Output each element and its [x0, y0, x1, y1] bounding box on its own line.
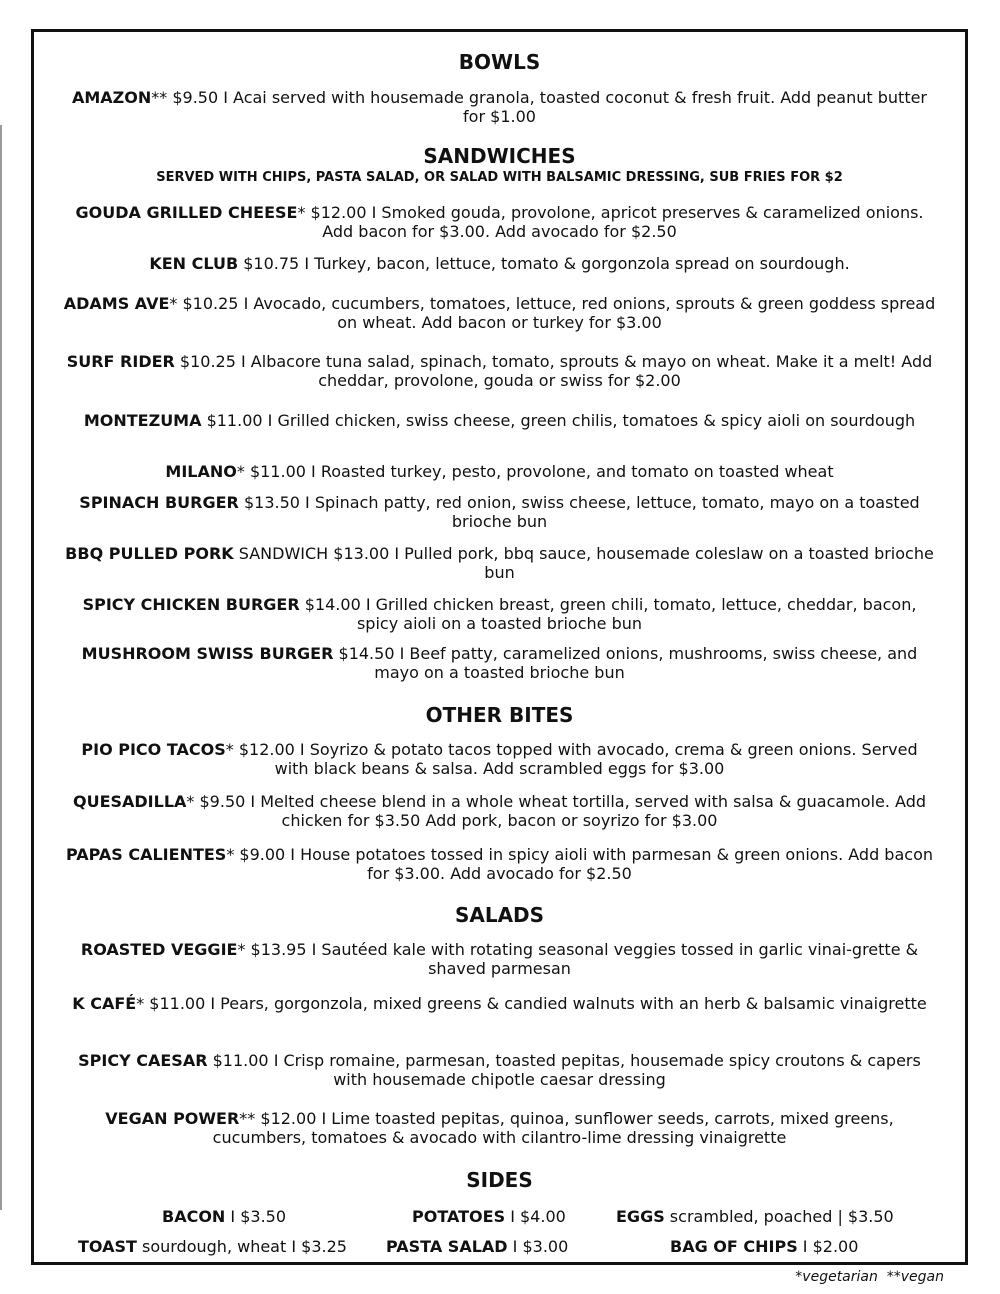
item-desc: $13.50 I Spinach patty, red onion, swiss cheese, lettuce, tomato, mayo on a toasted brioche bun — [238, 493, 920, 531]
side-item-bacon — [162, 1207, 286, 1226]
item-name: EGGS — [616, 1207, 665, 1226]
item-desc: SANDWICH $13.00 I Pulled pork, bbq sauce, housemade coleslaw on a toasted brioche bun — [233, 544, 934, 582]
menu-item-bbq-pulled-pork — [62, 544, 937, 582]
section-title-sides: SIDES — [466, 1168, 533, 1192]
item-mark: * — [186, 792, 195, 811]
menu-item-spicy-chicken-burger — [62, 595, 937, 633]
item-name: SPICY CHICKEN BURGER — [82, 595, 300, 614]
menu-item-ken-club — [62, 254, 937, 273]
item-desc: $11.00 I Grilled chicken, swiss cheese, green chilis, tomatoes & spicy aioli on sourdough — [201, 411, 916, 430]
item-name: VEGAN POWER — [105, 1109, 240, 1128]
item-desc: $11.00 I Crisp romaine, parmesan, toasted pepitas, housemade spicy croutons & capers with housemade chipotle caesar dressing — [207, 1051, 921, 1089]
menu-item-gouda-grilled-cheese — [62, 203, 937, 241]
item-desc: $12.00 I Smoked gouda, provolone, apricot preserves & caramelized onions. Add bacon for $3.00. Add avocado for $2.50 — [305, 203, 924, 241]
item-name: GOUDA GRILLED CHEESE — [75, 203, 298, 222]
item-mark: ** — [151, 88, 168, 107]
item-name: SPICY CAESAR — [78, 1051, 208, 1070]
item-desc: $14.00 I Grilled chicken breast, green chili, tomato, lettuce, cheddar, bacon, spicy aioli on a toasted brioche bun — [299, 595, 917, 633]
item-mark: * — [297, 203, 306, 222]
item-desc: $10.25 I Albacore tuna salad, spinach, tomato, sprouts & mayo on wheat. Make it a melt! Add cheddar, provolone, gouda or swiss for $2.00 — [174, 352, 933, 390]
menu-item-pio-pico-tacos — [62, 740, 937, 778]
side-item-toast — [78, 1237, 347, 1256]
item-desc: I $4.00 — [505, 1207, 566, 1226]
menu-item-milano — [62, 462, 937, 481]
menu-item-k-cafe — [62, 994, 937, 1013]
item-name: SURF RIDER — [66, 352, 175, 371]
section-title-bowls: BOWLS — [458, 50, 541, 74]
item-mark: * — [237, 940, 246, 959]
item-name: QUESADILLA — [72, 792, 187, 811]
item-mark: ** — [239, 1109, 256, 1128]
item-mark: * — [226, 845, 235, 864]
item-name: BACON — [162, 1207, 226, 1226]
side-item-eggs — [616, 1207, 894, 1226]
menu-item-vegan-power — [62, 1109, 937, 1147]
menu-item-roasted-veggie — [62, 940, 937, 978]
menu-item-surf-rider — [62, 352, 937, 390]
side-item-bag-of-chips — [670, 1237, 858, 1256]
item-name: K CAFÉ — [72, 994, 137, 1013]
side-item-pasta-salad — [386, 1237, 568, 1256]
item-name: ADAMS AVE — [63, 294, 170, 313]
menu-item-montezuma — [62, 411, 937, 430]
item-name: ROASTED VEGGIE — [80, 940, 238, 959]
item-desc: $12.00 I Soyrizo & potato tacos topped with avocado, crema & green onions. Served with black beans & salsa. Add scrambled eggs for $3.00 — [233, 740, 918, 778]
side-item-potatoes — [412, 1207, 566, 1226]
item-desc: $9.50 I Acai served with housemade granola, toasted coconut & fresh fruit. Add peanut butter for $1.00 — [167, 88, 928, 126]
item-desc: $13.95 I Sautéed kale with rotating seasonal veggies tossed in garlic vinai-grette & shaved parmesan — [245, 940, 919, 978]
item-name: BBQ PULLED PORK — [65, 544, 234, 563]
item-name: TOAST — [78, 1237, 137, 1256]
item-name: MILANO — [165, 462, 237, 481]
item-desc: I $3.00 — [507, 1237, 569, 1256]
item-name: KEN CLUB — [149, 254, 239, 273]
item-desc: scrambled, poached | $3.50 — [664, 1207, 894, 1226]
section-title-sandwiches: SANDWICHES — [423, 144, 576, 168]
item-mark: * — [225, 740, 234, 759]
item-desc: $11.00 I Pears, gorgonzola, mixed greens & candied walnuts with an herb & balsamic vinaigrette — [144, 994, 927, 1013]
item-mark: * — [136, 994, 145, 1013]
menu-item-papas-calientes — [62, 845, 937, 883]
item-desc: I $3.50 — [225, 1207, 287, 1226]
section-title-other-bites: OTHER BITES — [425, 703, 574, 727]
item-mark: * — [169, 294, 178, 313]
menu-item-adams-ave — [62, 294, 937, 332]
item-desc: $14.50 I Beef patty, caramelized onions, mushrooms, swiss cheese, and mayo on a toasted brioche bun — [333, 644, 918, 682]
item-mark: * — [236, 462, 245, 481]
menu-item-amazon — [62, 88, 937, 126]
item-name: PIO PICO TACOS — [81, 740, 226, 759]
menu-item-mushroom-swiss-burger — [62, 644, 937, 682]
menu-item-quesadilla — [62, 792, 937, 830]
item-name: MONTEZUMA — [83, 411, 202, 430]
item-name: PASTA SALAD — [386, 1237, 508, 1256]
diet-legend-footnote: *vegetarian **vegan — [795, 1269, 944, 1285]
item-desc: $10.75 I Turkey, bacon, lettuce, tomato & gorgonzola spread on sourdough. — [238, 254, 850, 273]
item-desc: $12.00 I Lime toasted pepitas, quinoa, sunflower seeds, carrots, mixed greens, cucumbers, tomatoes & avocado with cilantro-lime dressing vinaigrette — [212, 1109, 894, 1147]
item-desc: $10.25 I Avocado, cucumbers, tomatoes, lettuce, red onions, sprouts & green goddess spread on wheat. Add bacon or turkey for $3.00 — [177, 294, 936, 332]
item-name: POTATOES — [412, 1207, 506, 1226]
item-desc: $11.00 I Roasted turkey, pesto, provolone, and tomato on toasted wheat — [244, 462, 834, 481]
item-desc: I $2.00 — [797, 1237, 859, 1256]
item-name: BAG OF CHIPS — [670, 1237, 798, 1256]
item-name: SPINACH BURGER — [79, 493, 239, 512]
item-name: MUSHROOM SWISS BURGER — [81, 644, 334, 663]
item-name: PAPAS CALIENTES — [65, 845, 227, 864]
sandwiches-subtitle: SERVED WITH CHIPS, PASTA SALAD, OR SALAD WITH BALSAMIC DRESSING, SUB FRIES FOR $2 — [156, 170, 843, 185]
item-name: AMAZON — [71, 88, 152, 107]
menu-item-spinach-burger — [62, 493, 937, 531]
item-desc: $9.00 I House potatoes tossed in spicy aioli with parmesan & green onions. Add bacon for $3.00. Add avocado for $2.50 — [234, 845, 933, 883]
section-title-salads: SALADS — [454, 903, 545, 927]
item-desc: sourdough, wheat I $3.25 — [136, 1237, 347, 1256]
menu-item-spicy-caesar — [62, 1051, 937, 1089]
left-margin-rule — [0, 125, 2, 1210]
item-desc: $9.50 I Melted cheese blend in a whole wheat tortilla, served with salsa & guacamole. Add chicken for $3.50 Add pork, bacon or soyrizo for $3.00 — [194, 792, 927, 830]
menu-frame — [31, 29, 968, 1265]
